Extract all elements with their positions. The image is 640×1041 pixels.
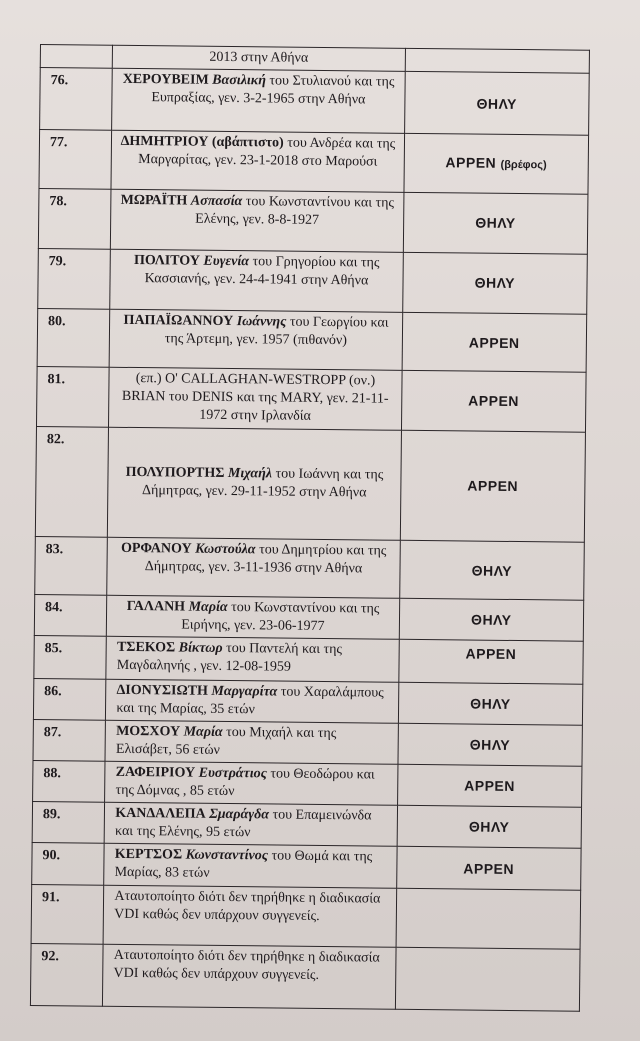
row-sex: ΘΗΛΥ [399, 599, 584, 642]
row-sex: ΘΗΛΥ [399, 540, 584, 600]
row-number: 76. [40, 68, 113, 131]
row-sex [405, 48, 590, 73]
row-sex: ΑΡΡΕΝ (βρέφος) [404, 134, 589, 194]
row-sex: ΘΗΛΥ [404, 71, 589, 135]
row-number: 77. [39, 130, 112, 189]
table-row [38, 248, 588, 314]
table-row [35, 536, 585, 600]
row-sex: ΘΗΛΥ [403, 192, 588, 254]
row-description: ΠΑΠΑΪΩΑΝΝΟΥ Ιωάννης του Γεωργίου και της Άρτεμη, γεν. 1957 (πιθανόν) [109, 309, 402, 370]
table-row [32, 801, 581, 848]
row-description: ΔΙΟΝΥΣΙΩΤΗ Μαργαρίτα του Χαραλάμπους και της Μαρίας, 35 ετών [106, 679, 399, 723]
row-description: ΠΟΛΥΠΟΡΤΗΣ Μιχαήλ του Ιωάννη και της Δήμητρας, γεν. 29-11-1952 στην Αθήνα [108, 427, 401, 541]
table-row [34, 595, 583, 642]
table-row [38, 188, 588, 254]
row-number: 84. [34, 595, 107, 637]
table-row [33, 760, 582, 807]
row-description: ΟΡΦΑΝΟΥ Κωστούλα του Δημητρίου και της Δήμητρας, γεν. 3-11-1936 στην Αθήνα [107, 537, 400, 598]
row-sex: ΑΡΡΕΝ [402, 312, 587, 372]
row-description: ΚΕΡΤΣΟΣ Κωνσταντίνος του Θωμά και της Μαρίας, 83 ετών [104, 843, 397, 888]
row-number: 91. [31, 885, 104, 944]
table-row [31, 885, 581, 949]
row-sex: ΑΡΡΕΝ [397, 764, 582, 807]
row-number: 89. [32, 801, 105, 843]
row-number: 79. [38, 248, 111, 309]
row-sex: ΘΗΛΥ [397, 805, 582, 848]
table-row [34, 636, 583, 684]
row-sex: ΑΡΡΕΝ [398, 640, 583, 684]
row-sex: ΑΡΡΕΝ [400, 430, 586, 542]
table-row [36, 367, 586, 432]
row-description: 2013 στην Αθήνα [113, 45, 406, 71]
row-number: 88. [33, 760, 106, 802]
table-row [33, 719, 582, 766]
row-description: ΔΗΜΗΤΡΙΟΥ (αβάπτιστο) του Ανδρέα και της Μαργαρίτας, γεν. 23-1-2018 στο Μαρούσι [111, 131, 404, 192]
table-row [39, 130, 589, 194]
row-sex: ΘΗΛΥ [398, 682, 583, 725]
row-sex [395, 947, 580, 1011]
row-description: ΤΣΕΚΟΣ Βίκτωρ του Παντελή και της Μαγδαληνής , γεν. 12-08-1959 [106, 637, 399, 682]
row-number: 83. [35, 536, 108, 595]
row-description: ΜΟΣΧΟΥ Μαρία του Μιχαήλ και της Ελισάβετ, 56 ετών [105, 720, 398, 764]
row-sex [396, 889, 581, 949]
row-number: 81. [36, 367, 109, 427]
row-description: ΜΩΡΑΪΤΗ Ασπασία του Κωνσταντίνου και της Ελένης, γεν. 8-8-1927 [111, 189, 404, 252]
row-description: ΠΟΛΙΤΟΥ Ευγενία του Γρηγορίου και της Κασσιανής, γεν. 24-4-1941 στην Αθήνα [110, 249, 403, 312]
row-number: 80. [37, 309, 110, 368]
row-description: ΧΕΡΟΥΒΕΙΜ Βασιλική του Στυλιανού και της Ευπραξίας, γεν. 3-2-1965 στην Αθήνα [112, 68, 405, 133]
row-sex: ΘΗΛΥ [402, 252, 587, 314]
table-row [33, 678, 582, 725]
row-number: 87. [33, 719, 106, 761]
row-description: Αταυτοποίητο διότι δεν τηρήθηκε η διαδικασία VDI καθώς δεν υπάρχουν συγγενείς. [103, 944, 396, 1009]
row-sex: ΑΡΡΕΝ [396, 846, 581, 890]
row-description: (επ.) Ο' CALLAGHAN-WESTROPP (ον.) BRIAN του DENIS και της MARY, γεν. 21-11-1972 στην Ιρλανδία [109, 368, 402, 430]
row-number [40, 45, 113, 69]
row-description: ΖΑΦΕΙΡΙΟΥ Ευστράτιος του Θεοδώρου και της Δόμνας , 85 ετών [105, 761, 398, 805]
table-row [30, 943, 580, 1011]
table-row [40, 68, 590, 136]
row-number: 90. [32, 843, 105, 886]
table-row [37, 309, 587, 373]
table-row [32, 843, 581, 891]
row-number: 78. [38, 188, 111, 249]
row-sex: ΑΡΡΕΝ [401, 371, 586, 432]
victims-table [30, 44, 590, 1012]
row-description: ΓΑΛΑΝΗ Μαρία του Κωνσταντίνου και της Ειρήνης, γεν. 23-06-1977 [107, 595, 400, 639]
row-number: 82. [35, 426, 108, 537]
table-row [35, 426, 585, 542]
row-number: 85. [34, 636, 107, 679]
row-number: 86. [33, 678, 106, 720]
row-number: 92. [30, 943, 103, 1006]
row-sex: ΘΗΛΥ [398, 723, 583, 766]
row-description: Αταυτοποίητο διότι δεν τηρήθηκε η διαδικασία VDI καθώς δεν υπάρχουν συγγενείς. [103, 886, 396, 947]
row-description: ΚΑΝΔΑΛΕΠΑ Σμαράγδα του Επαμεινώνδα και της Ελένης, 95 ετών [104, 802, 397, 846]
